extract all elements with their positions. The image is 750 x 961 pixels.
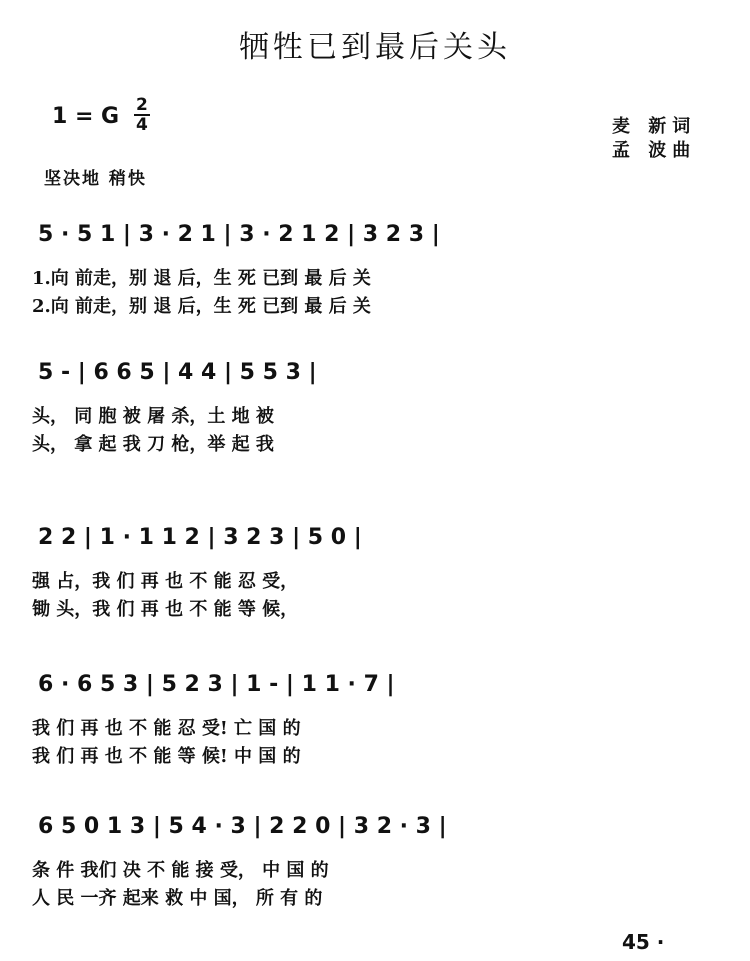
- lyric-verse-2: 人 民 一齐 起来 救 中 国， 所 有 的: [32, 888, 323, 909]
- lyric-verse-2: 我 们 再 也 不 能 等 候! 中 国 的: [32, 746, 301, 767]
- lyric-verse-1: 1.向 前走，别 退 后，生 死 已到 最 后 关: [32, 268, 371, 289]
- song-title: 牺牲已到最后关头: [239, 30, 511, 65]
- lyric-verse-1: 头， 同 胞 被 屠 杀，土 地 被: [32, 406, 274, 427]
- score-system-4: [30, 672, 730, 792]
- key-signature: 1 = G: [52, 104, 120, 129]
- score-system-3: [30, 525, 730, 645]
- notation-line: 6 5 0 1 3 | 5 4 · 3 | 2 2 0 | 3 2 · 3 |: [38, 814, 447, 839]
- score-system-1: [30, 222, 730, 342]
- notation-line: 5 - | 6 6 5 | 4 4 | 5 5 3 |: [38, 360, 317, 385]
- lyric-verse-1: 强 占，我 们 再 也 不 能 忍 受，: [32, 571, 299, 592]
- lyric-verse-2: 锄 头，我 们 再 也 不 能 等 候，: [32, 599, 299, 620]
- lyric-verse-1: 条 件 我们 决 不 能 接 受， 中 国 的: [32, 860, 329, 881]
- notation-line: 5 · 5 1 | 3 · 2 1 | 3 · 2 1 2 | 3 2 3 |: [38, 222, 440, 247]
- lyric-verse-1: 我 们 再 也 不 能 忍 受! 亡 国 的: [32, 718, 301, 739]
- notation-line: 2 2 | 1 · 1 1 2 | 3 2 3 | 5 0 |: [38, 525, 362, 550]
- page-number: 45 ·: [622, 930, 665, 954]
- notation-line: 6 · 6 5 3 | 5 2 3 | 1 - | 1 1 · 7 |: [38, 672, 395, 697]
- meter-bottom: 4: [136, 115, 148, 135]
- lyricist-credit: 麦 新词: [612, 116, 697, 137]
- composer-credit: 孟 波曲: [612, 140, 697, 161]
- tempo-marking: 坚决地 稍快: [44, 169, 147, 189]
- score-system-2: [30, 360, 730, 480]
- meter-top: 2: [136, 95, 148, 115]
- lyric-verse-2: 2.向 前走，别 退 后，生 死 已到 最 后 关: [32, 296, 371, 317]
- score-system-5: [30, 814, 730, 934]
- time-signature: [134, 96, 150, 134]
- lyric-verse-2: 头， 拿 起 我 刀 枪，举 起 我: [32, 434, 274, 455]
